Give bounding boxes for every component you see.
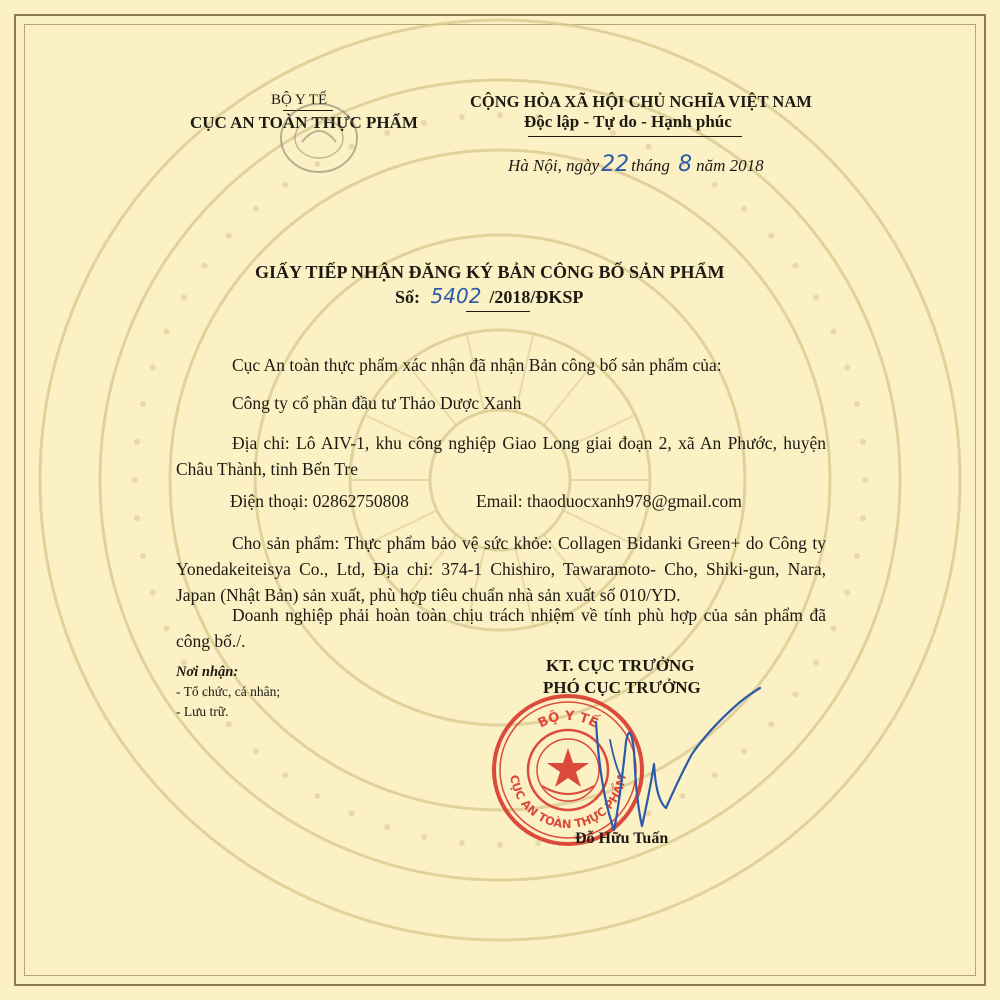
drum-dot xyxy=(253,206,259,212)
responsibility-text: Doanh nghiệp phải hoàn toàn chịu trách nhiệm về tính phù hợp của sản phẩm đã công bố./. xyxy=(176,605,826,651)
drum-dot xyxy=(792,262,798,268)
seal-ring-text: CỤC AN TOÀN THỰC PHẨM xyxy=(507,773,629,832)
signer-name: Đỗ Hữu Tuấn xyxy=(575,830,669,847)
product-description: Cho sản phẩm: Thực phẩm bảo vệ sức khỏe: Collagen Bidanki Green+ do Công ty Yonedakeiteisya Co., Ltd, Địa chỉ: 374-1 Chishiro, Tawaramoto- Cho, Shiki-gun, Nara, Japan (Nhật Bản) sản xuất, phù hợp tiêu chuẩn nhà sản xuất số 010/YD. xyxy=(176,533,826,605)
drum-dot xyxy=(226,721,232,727)
product-paragraph xyxy=(176,530,826,608)
drum-dot xyxy=(150,364,156,370)
issue-date xyxy=(508,152,764,177)
address-paragraph xyxy=(176,430,826,482)
number-label: Số: xyxy=(395,287,421,307)
drum-dot xyxy=(421,834,427,840)
date-day: 22 xyxy=(601,152,630,177)
drum-dot xyxy=(134,515,140,521)
drum-dot xyxy=(282,772,288,778)
drum-dot xyxy=(854,553,860,559)
drum-dot xyxy=(860,515,866,521)
drum-dot xyxy=(459,840,465,846)
handwritten-signature xyxy=(570,680,790,850)
drum-dot xyxy=(164,625,170,631)
drum-dot xyxy=(315,793,321,799)
drum-dot xyxy=(844,364,850,370)
company-name: Công ty cổ phần đầu tư Thảo Dược Xanh xyxy=(232,393,522,413)
recipient-item: - Tổ chức, cá nhân; xyxy=(176,684,281,699)
company-address: Địa chỉ: Lô AIV-1, khu công nghiệp Giao Long giai đoạn 2, xã An Phước, huyện Châu Thành, tỉnh Bến Tre xyxy=(176,433,826,479)
drum-dot xyxy=(792,692,798,698)
date-prefix: Hà Nội, ngày xyxy=(508,156,600,175)
drum-dot xyxy=(830,329,836,335)
drum-dot xyxy=(862,477,868,483)
ministry-name: BỘ Y TẾ xyxy=(271,92,328,108)
drum-dot xyxy=(830,625,836,631)
drum-dot xyxy=(140,553,146,559)
drum-dot xyxy=(459,114,465,120)
drum-dot xyxy=(226,233,232,239)
drum-dot xyxy=(813,295,819,301)
drum-dot xyxy=(140,401,146,407)
drum-dot xyxy=(645,144,651,150)
recipients-label: Nơi nhận: xyxy=(176,664,239,680)
responsibility-paragraph xyxy=(176,602,826,654)
document-number xyxy=(395,284,583,308)
drum-dot xyxy=(854,401,860,407)
drum-dot xyxy=(150,590,156,596)
drum-dot xyxy=(813,660,819,666)
date-month: 8 xyxy=(678,152,693,177)
number-suffix: /2018/ĐKSP xyxy=(489,287,584,307)
signer-title-1: KT. CỤC TRƯỞNG xyxy=(546,656,695,675)
agency-emblem-stamp xyxy=(276,98,362,178)
company-phone: Điện thoại: 02862750808 xyxy=(230,491,409,511)
drum-dot xyxy=(741,206,747,212)
drum-dot xyxy=(497,112,503,118)
agency-name: CỤC AN TOÀN THỰC PHẨM xyxy=(190,113,418,132)
drum-dot xyxy=(282,182,288,188)
seal-top-text: BỘ Y TẾ xyxy=(535,708,601,732)
intro-text: Cục An toàn thực phẩm xác nhận đã nhận Bản công bố sản phẩm của: xyxy=(232,355,722,375)
date-month-label: tháng xyxy=(631,156,670,175)
date-year: năm 2018 xyxy=(696,156,764,175)
motto-underline xyxy=(528,136,742,137)
document-title: GIẤY TIẾP NHẬN ĐĂNG KÝ BẢN CÔNG BỐ SẢN PHẨM xyxy=(255,262,725,282)
company-paragraph xyxy=(176,390,826,416)
number-value: 5402 xyxy=(430,284,482,308)
signer-title-2: PHÓ CỤC TRƯỞNG xyxy=(543,678,701,697)
company-email: Email: thaoduocxanh978@gmail.com xyxy=(476,491,742,511)
country-name: CỘNG HÒA XÃ HỘI CHỦ NGHĨA VIỆT NAM xyxy=(470,92,812,111)
drum-dot xyxy=(202,262,208,268)
drum-dot xyxy=(132,477,138,483)
drum-dot xyxy=(134,439,140,445)
national-motto: Độc lập - Tự do - Hạnh phúc xyxy=(524,112,732,131)
drum-dot xyxy=(421,120,427,126)
title-underline xyxy=(466,311,530,312)
intro-paragraph xyxy=(176,352,826,378)
drum-dot xyxy=(349,810,355,816)
drum-dot xyxy=(181,295,187,301)
drum-dot xyxy=(384,824,390,830)
drum-dot xyxy=(860,439,866,445)
drum-dot xyxy=(844,590,850,596)
drum-dot xyxy=(253,748,259,754)
drum-dot xyxy=(164,329,170,335)
recipient-item: - Lưu trữ. xyxy=(176,704,229,719)
drum-dot xyxy=(712,182,718,188)
drum-dot xyxy=(768,233,774,239)
